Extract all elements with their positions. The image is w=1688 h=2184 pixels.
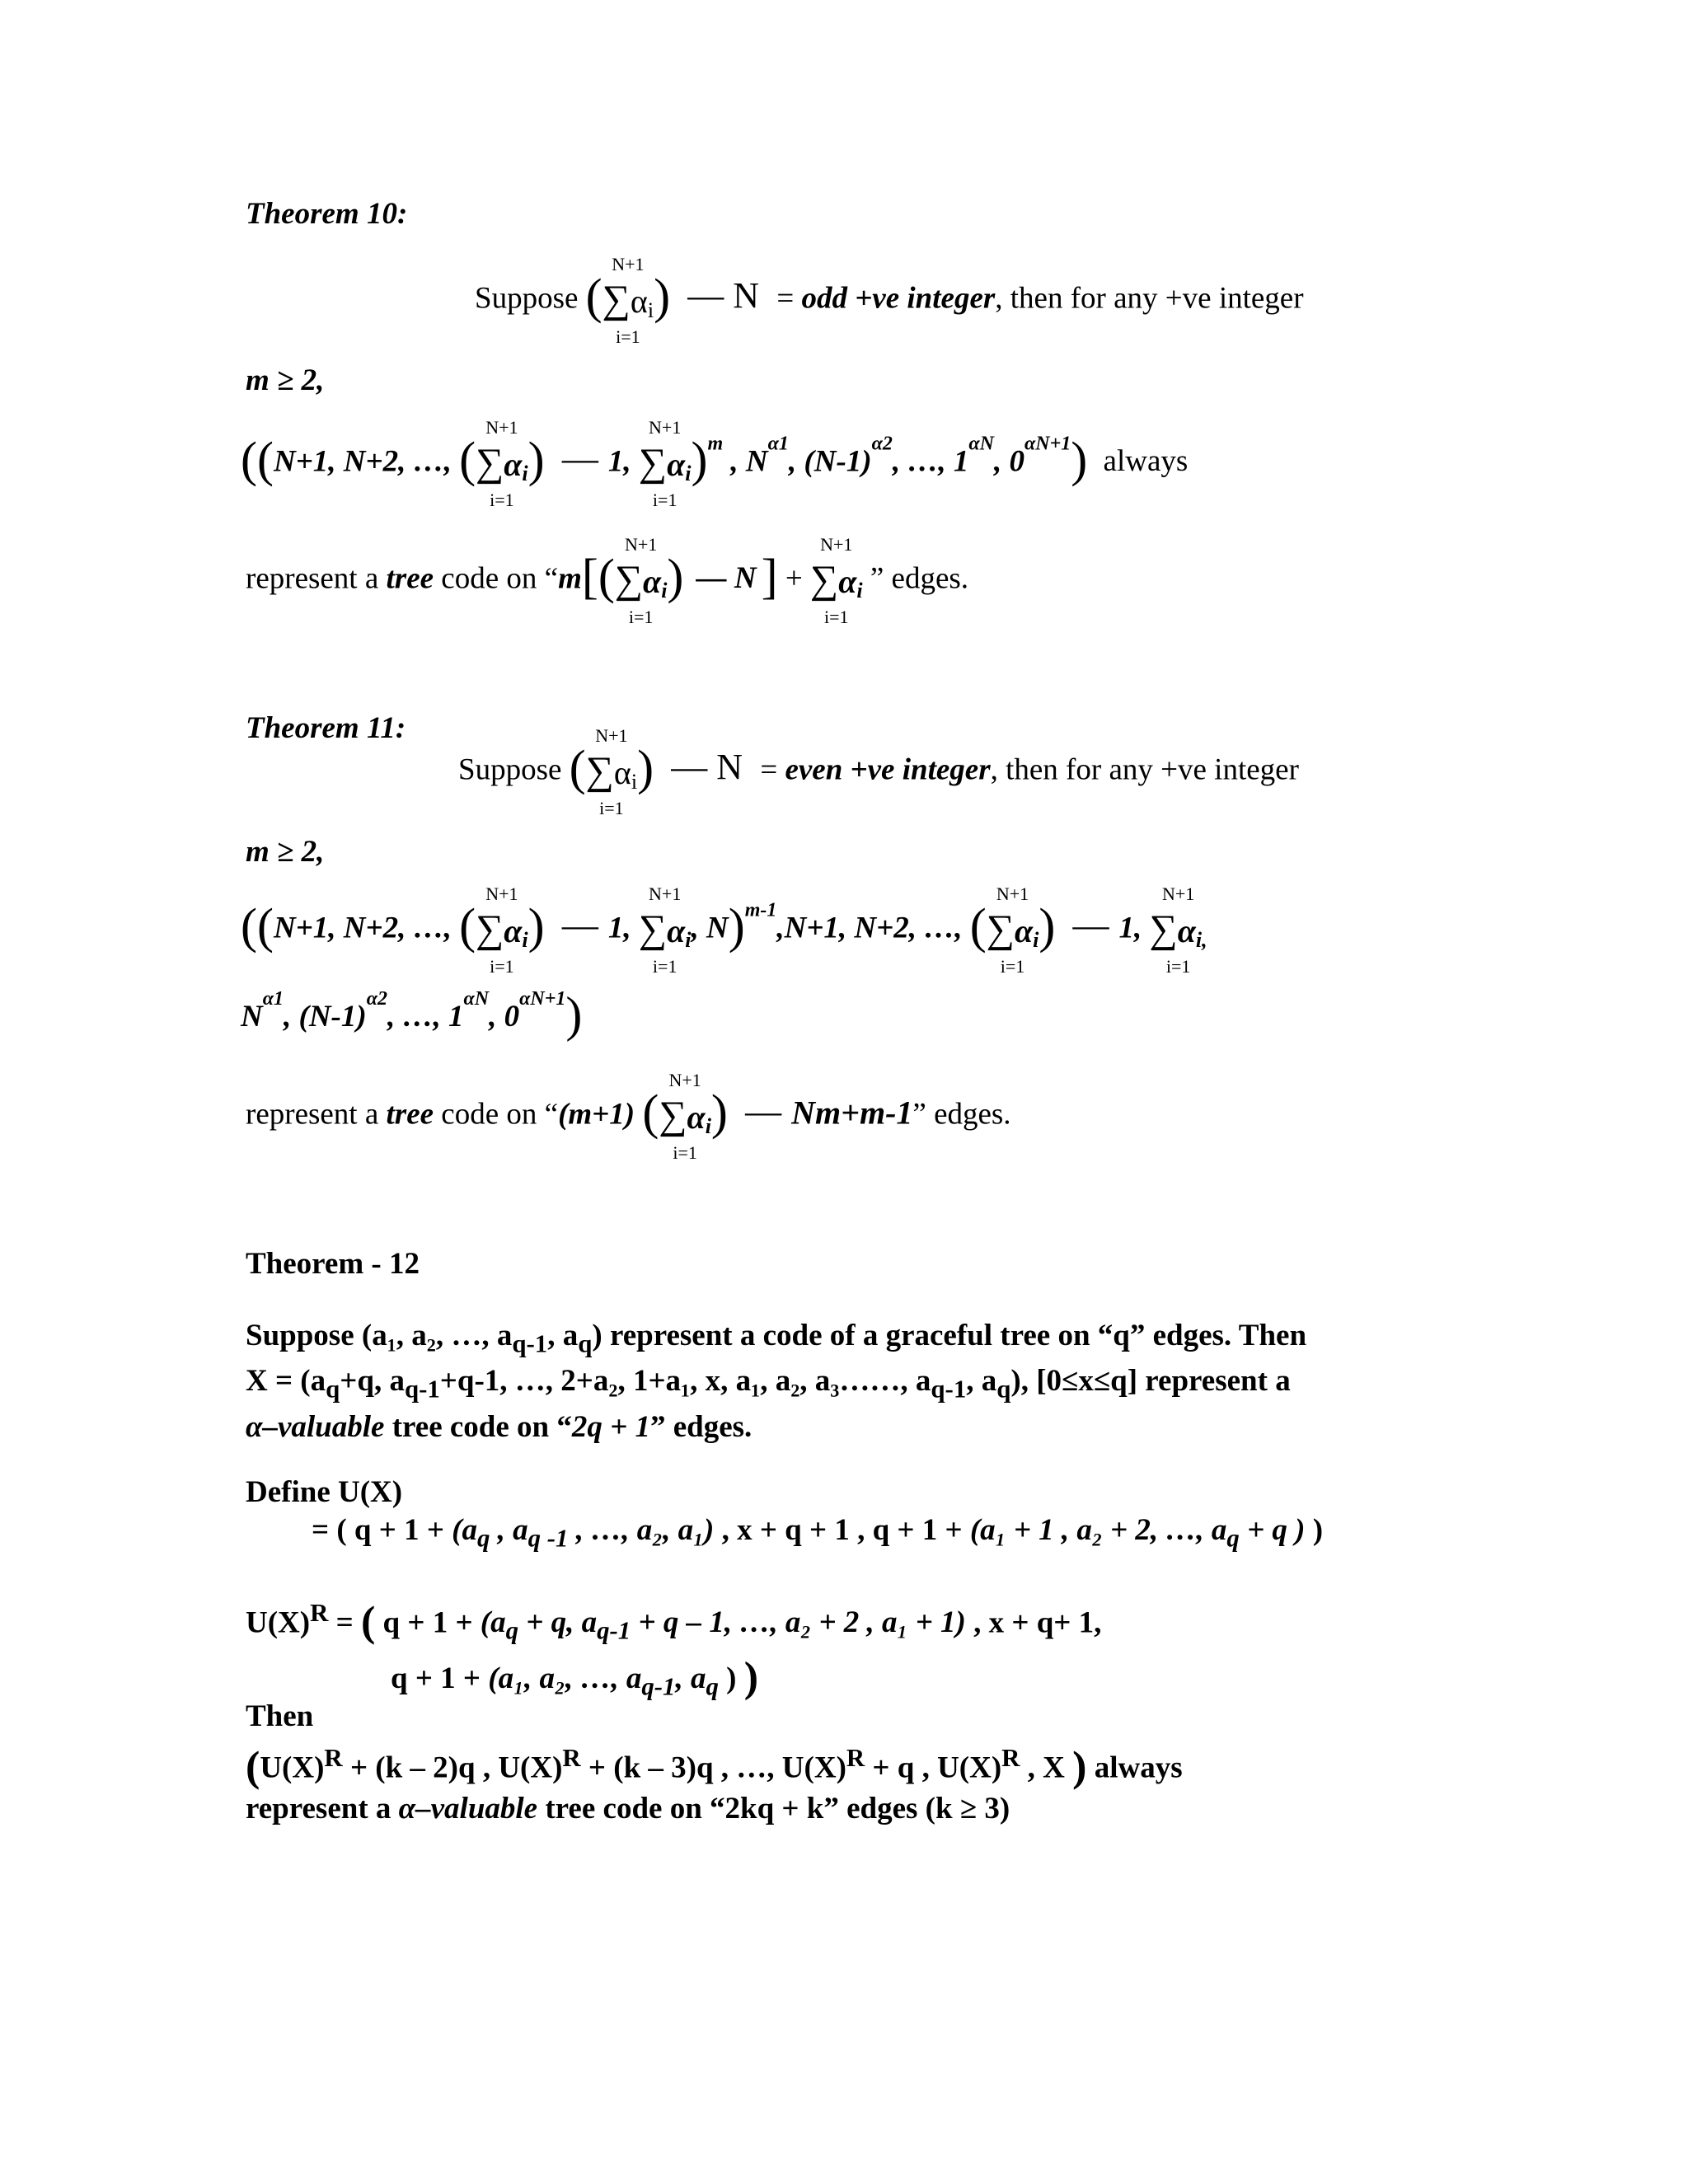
summation: N+1 $\sum\alpha_i$ i=1	[614, 534, 668, 627]
theorem10-m-condition: m ≥ 2,	[246, 363, 325, 397]
theorem10-heading: Theorem 10:	[246, 197, 408, 231]
summation: N+1 $\sum\alpha_{i,}$ i=1	[1149, 883, 1207, 977]
theorem12-heading: Theorem - 12	[246, 1247, 420, 1281]
theorem11-conclusion: represent a tree code on “(m+1) ( N+1 $\sum\alpha_i$ i=1 ) — Nm+m-1” edges.	[246, 1070, 1011, 1163]
define-line: Define U(X)	[246, 1475, 403, 1509]
theorem10-hypothesis: Suppose ( N+1 $\sum\alpha_i$ i=1 ) — N = odd +ve integer, then for any +ve integer	[475, 254, 1304, 347]
define-line: = ( $q + 1 + (a_q$ , $a_{q -1}$ , …, a₂, a₁) , x + q + 1 , q + 1 + (a₁ + 1 , a₂ + 2, …, $a_q + q$ ) )	[312, 1513, 1324, 1553]
summation: N+1 $\sum\alpha_i$ i=1	[638, 883, 692, 977]
theorem12-statement	[246, 1317, 1306, 1446]
summation: N+1 $\sum\alpha_i$ i=1	[638, 417, 692, 510]
summation: N+1 $\sum\alpha_i$ i=1	[585, 725, 638, 818]
then-word: Then	[246, 1699, 314, 1733]
summation: N+1 $\sum\alpha_i$ i=1	[659, 1070, 711, 1163]
final-line: ($U(X)^R + (k - 2)q$ , $U(X)^R + (k - 3)q$ , …, $U(X)^R + q$ , $U(X)^R$ , X ) always	[246, 1743, 1183, 1791]
summation: N+1 $\sum\alpha_i$ i=1	[476, 883, 528, 977]
summation: N+1 $\sum\alpha_i$ i=1	[602, 254, 654, 347]
theorem11-m-condition: m ≥ 2,	[246, 835, 325, 869]
summation: N+1 $\sum\alpha_i$ i=1	[986, 883, 1039, 977]
summation: N+1 $\sum\alpha_i$ i=1	[810, 534, 863, 627]
tree-word: tree	[386, 1097, 434, 1132]
odd-integer-phrase: odd +ve integer	[801, 281, 996, 316]
statement-line: $X = (a_q+q$, $a_{q-1}+q-1$, …, 2+a₂, 1+a₁, x, a₁, a₂, a₃……, $a_{q-1}$, $a_q$), [0≤x≤q] represent a	[246, 1364, 1291, 1404]
theorem11-heading: Theorem 11:	[246, 711, 406, 745]
theorem12-final-block	[246, 1696, 1183, 1830]
summation: N+1 $\sum\alpha_i$ i=1	[476, 417, 528, 510]
theorem11-code-line1: ((N+1, N+2, …, ( N+1 $\sum\alpha_i$ i=1 ) — 1, N+1 $\sum\alpha_i$ i=1 , N)$^{m-1}$,N+1, N+2, …, ( N+1 $\sum\alpha_i$ i=1 ) — 1, N+1 $\sum\alpha_{i,}$ i=1	[241, 883, 1207, 977]
theorem10-code-sequence: ((N+1, N+2, …, ( N+1 $\sum\alpha_i$ i=1 ) — 1, N+1 $\sum\alpha_i$ i=1 )$^m$ , $N^{\alpha 1}$, $(N-1)^{\alpha 2}$, …, $1^{\alpha N}$, $0^{\alpha N+1}$) always	[241, 417, 1189, 510]
theorem11-hypothesis: Suppose ( N+1 $\sum\alpha_i$ i=1 ) — N = even +ve integer, then for any +ve integer	[458, 725, 1299, 818]
statement-line: α–valuable tree code on “2q + 1” edges.	[246, 1409, 753, 1444]
theorem10-conclusion: represent a tree code on “m[( N+1 $\sum\alpha_i$ i=1 ) — N ] + N+1 $\sum\alpha_i$ i=1 ” edges.	[246, 534, 969, 627]
ur-line: q + 1 + (a₁, a₂, …, $a_{q-1}$, $a_q$ ) )	[391, 1653, 759, 1701]
statement-line: Suppose (a₁, a₂, …, $a_{q-1}$, $a_q$) represent a code of a graceful tree on “q” edges. Then	[246, 1319, 1307, 1358]
ur-line: $U(X)^R$ = ( $q + 1 + (a_q + q$, $a_{q-1} + q - 1$, …, a₂ + 2 , a₁ + 1) , x + q+ 1,	[246, 1598, 1102, 1646]
theorem12-ur-block	[246, 1589, 1101, 1710]
tree-word: tree	[386, 561, 434, 596]
theorem11-code-line2: $N^{\alpha 1}$, $(N-1)^{\alpha 2}$, …, $1^{\alpha N}$, $0^{\alpha N+1}$)	[241, 987, 583, 1042]
suppose-word: Suppose	[475, 281, 579, 316]
final-line: represent a α–valuable tree code on “2kq + k” edges (k ≥ 3)	[246, 1792, 1010, 1826]
theorem12-define-block	[246, 1474, 1323, 1557]
even-integer-phrase: even +ve integer	[785, 752, 991, 787]
